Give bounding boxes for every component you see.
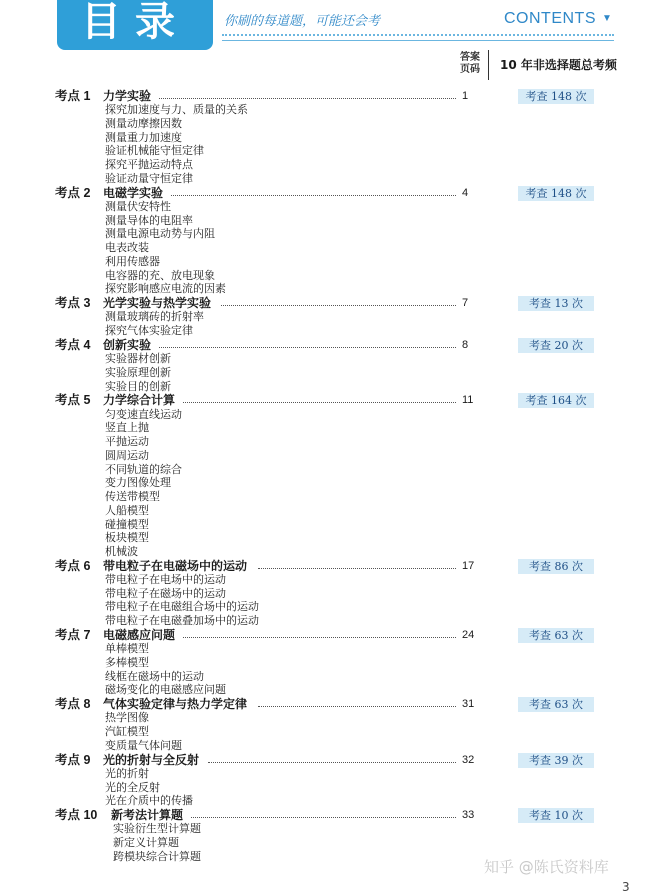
watermark: 知乎 @陈氏资料库 bbox=[484, 858, 609, 876]
subtopic-item: 探究加速度与力、质量的关系 bbox=[105, 103, 248, 117]
header-dotted-rule bbox=[222, 34, 614, 36]
subtopic-item: 变力图像处理 bbox=[105, 476, 171, 490]
entry-page-number: 32 bbox=[462, 753, 475, 766]
dot-leader bbox=[258, 568, 456, 569]
entry-topic: 光学实验与热学实验 bbox=[103, 296, 212, 311]
entry-number: 考点 8 bbox=[55, 697, 91, 712]
entry-page-number: 17 bbox=[462, 559, 475, 572]
entry-topic: 力学综合计算 bbox=[103, 393, 176, 408]
subtopic-item: 人船模型 bbox=[105, 503, 149, 517]
toc-entry[interactable] bbox=[0, 296, 662, 310]
frequency-column-header: 10 年非选择题总考频 bbox=[500, 58, 617, 72]
dot-leader bbox=[258, 706, 456, 707]
entry-topic: 创新实验 bbox=[103, 337, 152, 352]
frequency-badge: 考查 148 次 bbox=[518, 186, 594, 201]
toc-entry[interactable] bbox=[0, 393, 662, 407]
subtopic-item: 验证动量守恒定律 bbox=[105, 171, 193, 185]
entry-topic: 电磁学实验 bbox=[103, 185, 164, 200]
toc-entry[interactable] bbox=[0, 338, 662, 352]
dot-leader bbox=[171, 195, 456, 196]
subtopic-item: 电表改装 bbox=[105, 241, 149, 255]
dot-leader bbox=[208, 762, 456, 763]
subtopic-item: 光的折射 bbox=[105, 766, 149, 780]
toc-entry[interactable] bbox=[0, 89, 662, 103]
toc-entry[interactable] bbox=[0, 559, 662, 573]
frequency-badge: 考查 13 次 bbox=[518, 296, 594, 311]
subtopic-item: 实验原理创新 bbox=[105, 365, 171, 379]
subtopic-item: 热学图像 bbox=[105, 711, 149, 725]
dot-leader bbox=[159, 98, 456, 99]
subtopic-item: 测量重力加速度 bbox=[105, 130, 182, 144]
dot-leader bbox=[191, 817, 456, 818]
frequency-badge: 考查 10 次 bbox=[518, 808, 594, 823]
subtopic-item: 光在介质中的传播 bbox=[105, 794, 193, 808]
subtopic-item: 探究影响感应电流的因素 bbox=[105, 282, 226, 296]
subtopic-item: 竖直上抛 bbox=[105, 421, 149, 435]
toc-entry[interactable] bbox=[0, 628, 662, 642]
subtopic-item: 实验衍生型计算题 bbox=[113, 822, 201, 836]
frequency-badge: 考查 164 次 bbox=[518, 393, 594, 408]
entry-page-number: 33 bbox=[462, 809, 475, 822]
subtopic-item: 带电粒子在电场中的运动 bbox=[105, 572, 226, 586]
subtopic-item: 板块模型 bbox=[105, 531, 149, 545]
entry-page-number: 31 bbox=[462, 698, 475, 711]
frequency-badge: 考查 20 次 bbox=[518, 338, 594, 353]
contents-heading bbox=[504, 10, 612, 28]
entry-number: 考点 1 bbox=[55, 89, 91, 103]
subtopic-item: 探究平抛运动特点 bbox=[105, 158, 193, 172]
page-number: 3 bbox=[622, 880, 630, 894]
entry-number: 考点 4 bbox=[55, 337, 91, 352]
toc-entry[interactable] bbox=[0, 186, 662, 200]
subtopic-item: 单棒模型 bbox=[105, 642, 149, 656]
frequency-badge: 考查 63 次 bbox=[518, 628, 594, 643]
subtopic-item: 探究气体实验定律 bbox=[105, 324, 193, 338]
subtopic-item: 平抛运动 bbox=[105, 435, 149, 448]
dot-leader bbox=[183, 402, 456, 403]
frequency-badge: 考查 86 次 bbox=[518, 559, 594, 574]
entry-number: 考点 3 bbox=[55, 296, 91, 311]
entry-topic: 光的折射与全反射 bbox=[103, 752, 200, 767]
toc-entry[interactable] bbox=[0, 697, 662, 711]
page-column-header-line2: 页码 bbox=[460, 64, 480, 75]
subtopic-item: 新定义计算题 bbox=[113, 836, 179, 849]
entry-page-number: 4 bbox=[462, 186, 469, 199]
subtopic-item: 跨模块综合计算题 bbox=[113, 849, 201, 863]
entry-topic: 气体实验定律与热力学定律 bbox=[103, 697, 248, 712]
subtopic-item: 实验器材创新 bbox=[105, 352, 171, 366]
toc-entry[interactable] bbox=[0, 753, 662, 767]
dot-leader bbox=[159, 347, 456, 348]
entry-number: 考点 9 bbox=[55, 752, 91, 767]
subtopic-item: 多棒模型 bbox=[105, 655, 149, 669]
subtopic-item: 带电粒子在电磁组合场中的运动 bbox=[105, 600, 259, 614]
subtopic-item: 测量导体的电阻率 bbox=[105, 213, 193, 227]
entry-number: 考点 5 bbox=[55, 393, 91, 408]
entry-number: 考点 10 bbox=[55, 808, 98, 823]
entry-page-number: 8 bbox=[462, 338, 469, 351]
subtopic-item: 圆周运动 bbox=[105, 448, 149, 462]
entry-topic: 新考法计算题 bbox=[111, 808, 184, 823]
toc-entry[interactable] bbox=[0, 808, 662, 822]
subtopic-item: 磁场变化的电磁感应问题 bbox=[105, 683, 226, 697]
entry-number: 考点 2 bbox=[55, 185, 91, 200]
entry-topic: 力学实验 bbox=[103, 89, 152, 103]
slogan: 你刷的每道题，可能还会考 bbox=[224, 14, 381, 29]
dot-leader bbox=[221, 305, 456, 306]
subtopic-item: 不同轨道的综合 bbox=[105, 462, 182, 476]
subtopic-item: 匀变速直线运动 bbox=[105, 407, 182, 421]
subtopic-item: 测量玻璃砖的折射率 bbox=[105, 310, 204, 324]
subtopic-item: 带电粒子在电磁叠加场中的运动 bbox=[105, 614, 259, 628]
frequency-badge: 考查 148 次 bbox=[518, 89, 594, 104]
column-divider bbox=[488, 50, 489, 80]
subtopic-item: 碰撞模型 bbox=[105, 517, 149, 531]
entry-page-number: 1 bbox=[462, 90, 469, 102]
header-solid-rule bbox=[222, 40, 614, 41]
frequency-badge: 考查 39 次 bbox=[518, 753, 594, 768]
triangle-down-icon: ▼ bbox=[602, 13, 613, 24]
contents-label: CONTENTS bbox=[504, 10, 596, 27]
subtopic-item: 线框在磁场中的运动 bbox=[105, 669, 204, 683]
page-title: 目录 bbox=[57, 0, 213, 50]
entry-number: 考点 6 bbox=[55, 558, 91, 573]
frequency-badge: 考查 63 次 bbox=[518, 697, 594, 712]
dot-leader bbox=[183, 637, 456, 638]
subtopic-item: 利用传感器 bbox=[105, 254, 160, 268]
entry-topic: 带电粒子在电磁场中的运动 bbox=[103, 558, 248, 573]
subtopic-item: 测量伏安特性 bbox=[105, 199, 171, 213]
subtopic-item: 验证机械能守恒定律 bbox=[105, 144, 204, 158]
subtopic-item: 测量动摩擦因数 bbox=[105, 116, 182, 130]
page-column-header bbox=[460, 52, 480, 76]
subtopic-item: 电容器的充、放电现象 bbox=[105, 268, 215, 282]
subtopic-item: 传送带模型 bbox=[105, 490, 160, 503]
subtopic-item: 实验目的创新 bbox=[105, 379, 171, 393]
subtopic-item: 带电粒子在磁场中的运动 bbox=[105, 586, 226, 600]
subtopic-item: 汽缸模型 bbox=[105, 725, 149, 739]
entry-number: 考点 7 bbox=[55, 627, 91, 642]
subtopic-item: 光的全反射 bbox=[105, 780, 160, 794]
entry-page-number: 7 bbox=[462, 297, 469, 310]
subtopic-item: 测量电源电动势与内阻 bbox=[105, 227, 215, 241]
entry-page-number: 24 bbox=[462, 628, 475, 641]
page-column-header-line1: 答案 bbox=[460, 52, 480, 63]
entry-topic: 电磁感应问题 bbox=[103, 627, 176, 642]
subtopic-item: 机械波 bbox=[105, 545, 138, 558]
entry-page-number: 11 bbox=[462, 394, 474, 407]
subtopic-item: 变质量气体问题 bbox=[105, 738, 182, 752]
